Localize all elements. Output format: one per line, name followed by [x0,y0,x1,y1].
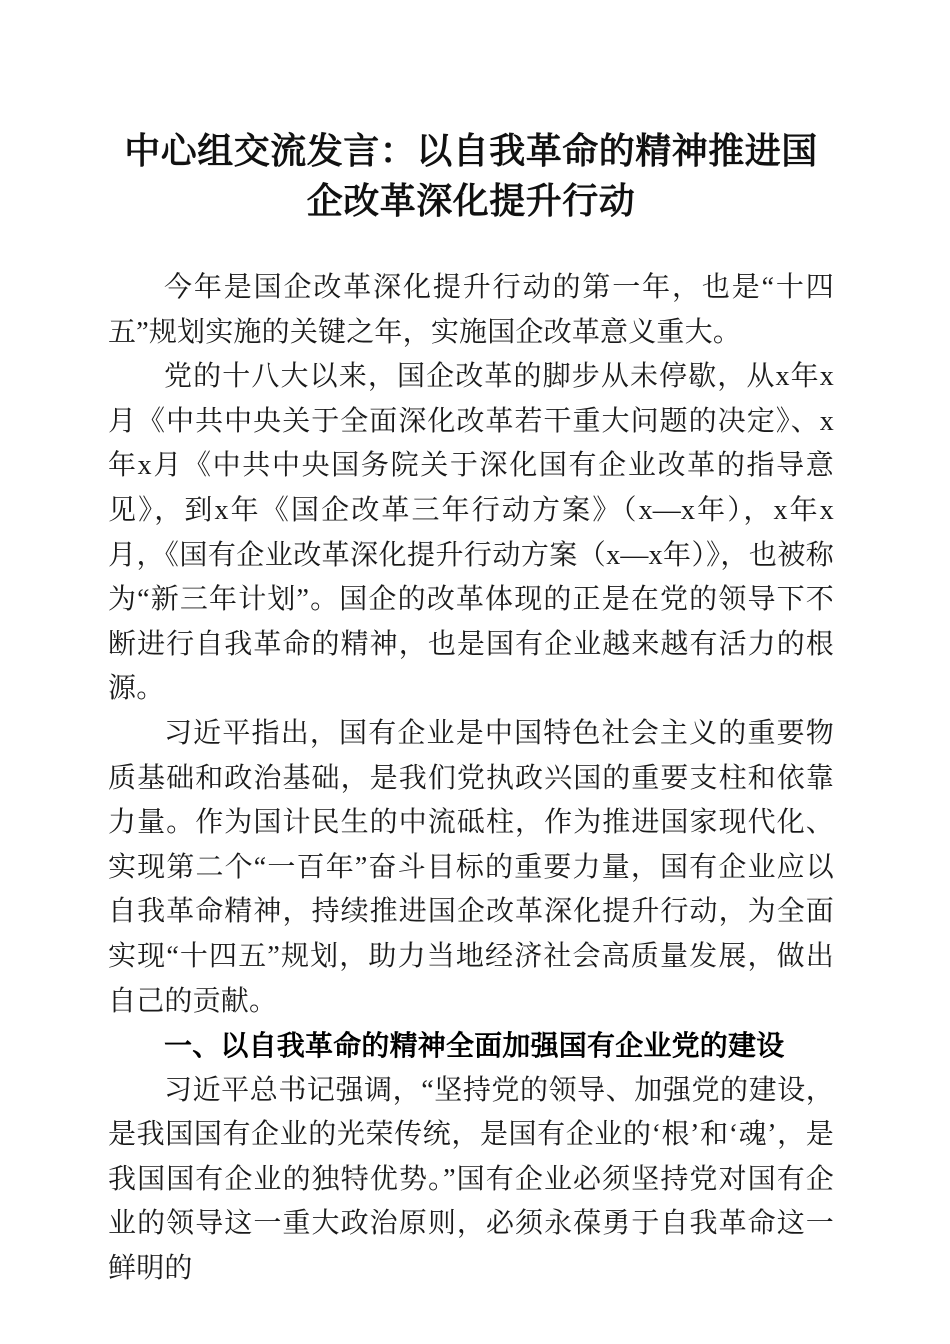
paragraph: 党的十八大以来，国企改革的脚步从未停歇，从x年x月《中共中央关于全面深化改革若干重大问题的决定》、x年x月《中共中央国务院关于深化国有企业改革的指导意见》，到x年《国企改革三年行动方案》（x—x年），x年x月，《国有企业改革深化提升行动方案（x—x年）》，也被称为“新三年计划”。国企的改革体现的正是在党的领导下不断进行自我革命的精神，也是国有企业越来越有活力的根源。 [108,361,834,705]
document-body [108,266,834,1292]
paragraph: 今年是国企改革深化提升行动的第一年，也是“十四五”规划实施的关键之年，实施国企改革意义重大。 [108,272,834,348]
paragraph: 习近平总书记强调，“坚持党的领导、加强党的建设，是我国国有企业的光荣传统，是国有企业的‘根’和‘魂’，是我国国有企业的独特优势。”国有企业必须坚持党对国有企业的领导这一重大政治原则，必须永葆勇于自我革命这一鲜明的 [108,1074,834,1285]
paragraph: 习近平指出，国有企业是中国特色社会主义的重要物质基础和政治基础，是我们党执政兴国的重要支柱和依靠力量。作为国计民生的中流砥柱，作为推进国家现代化、实现第二个“一百年”奋斗目标的重要力量，国有企业应以自我革命精神，持续推进国企改革深化提升行动，为全面实现“十四五”规划，助力当地经济社会高质量发展，做出自己的贡献。 [108,717,834,1017]
section-heading: 一、以自我革命的精神全面加强国有企业党的建设 [164,1030,785,1062]
page-title: 中心组交流发言：以自我革命的精神推进国企改革深化提升行动 [124,131,818,221]
document-content [108,0,834,1292]
